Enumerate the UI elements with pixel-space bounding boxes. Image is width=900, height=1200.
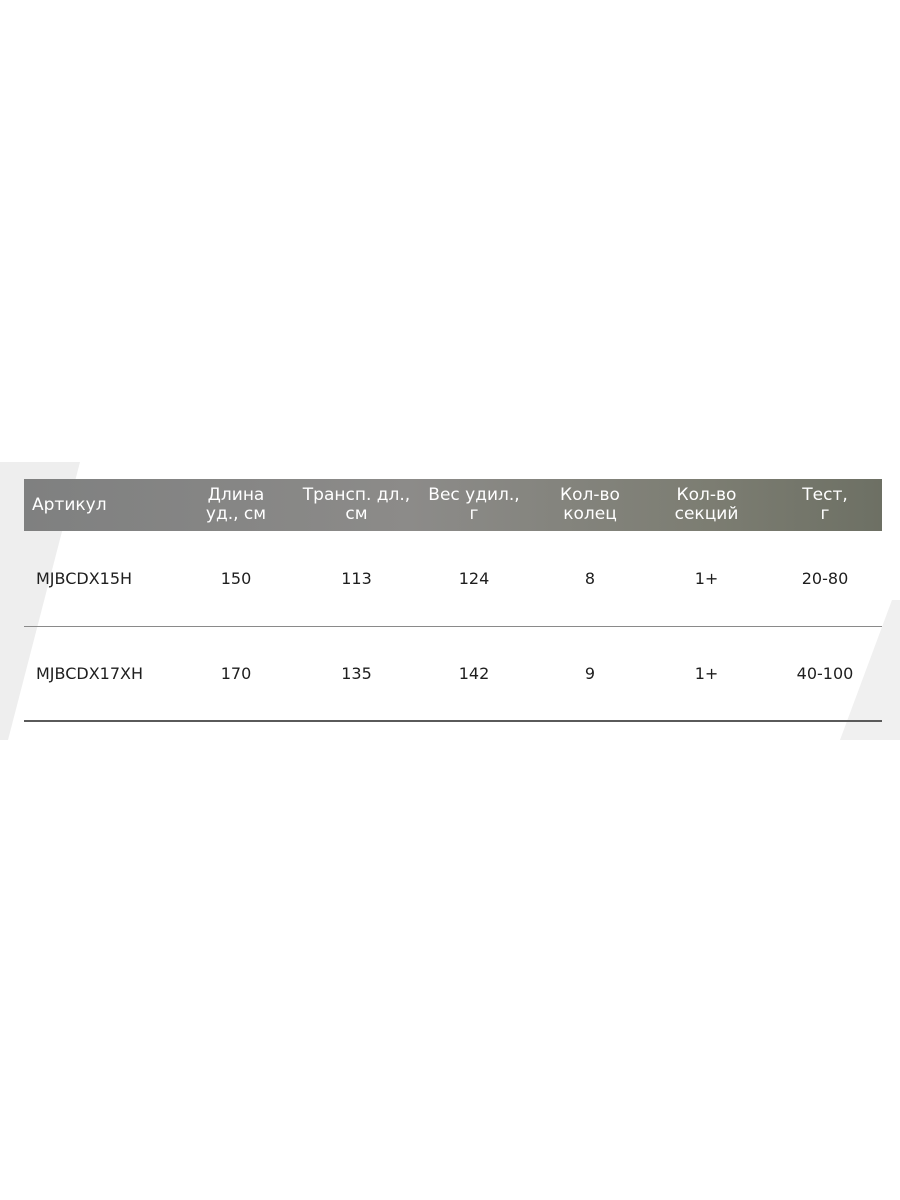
header-weight: Вес удил., г <box>428 485 520 524</box>
cell-weight: 124 <box>413 531 535 626</box>
cell-sections-count: 1+ <box>645 531 768 626</box>
cell-rings-count: 8 <box>535 531 645 626</box>
cell-sections-count: 1+ <box>645 626 768 721</box>
header-article: Артикул <box>32 494 107 515</box>
table-header-row <box>24 479 882 531</box>
cell-article: MJBCDX17XH <box>24 626 172 721</box>
cell-length: 170 <box>172 626 300 721</box>
cell-transport-length: 113 <box>300 531 413 626</box>
header-length: Длина уд., см <box>205 485 267 524</box>
cell-weight: 142 <box>413 626 535 721</box>
cell-length: 150 <box>172 531 300 626</box>
header-rings-count: Кол-во колец <box>560 485 620 524</box>
table-row <box>24 531 882 626</box>
table-row <box>24 626 882 721</box>
cell-test: 20-80 <box>768 531 882 626</box>
specification-table <box>24 479 882 722</box>
header-sections-count: Кол-во секций <box>674 485 739 524</box>
cell-article: MJBCDX15H <box>24 531 172 626</box>
cell-rings-count: 9 <box>535 626 645 721</box>
cell-test: 40-100 <box>768 626 882 721</box>
header-test: Тест, г <box>802 485 848 524</box>
header-transport-length: Трансп. дл., см <box>302 485 411 524</box>
cell-transport-length: 135 <box>300 626 413 721</box>
